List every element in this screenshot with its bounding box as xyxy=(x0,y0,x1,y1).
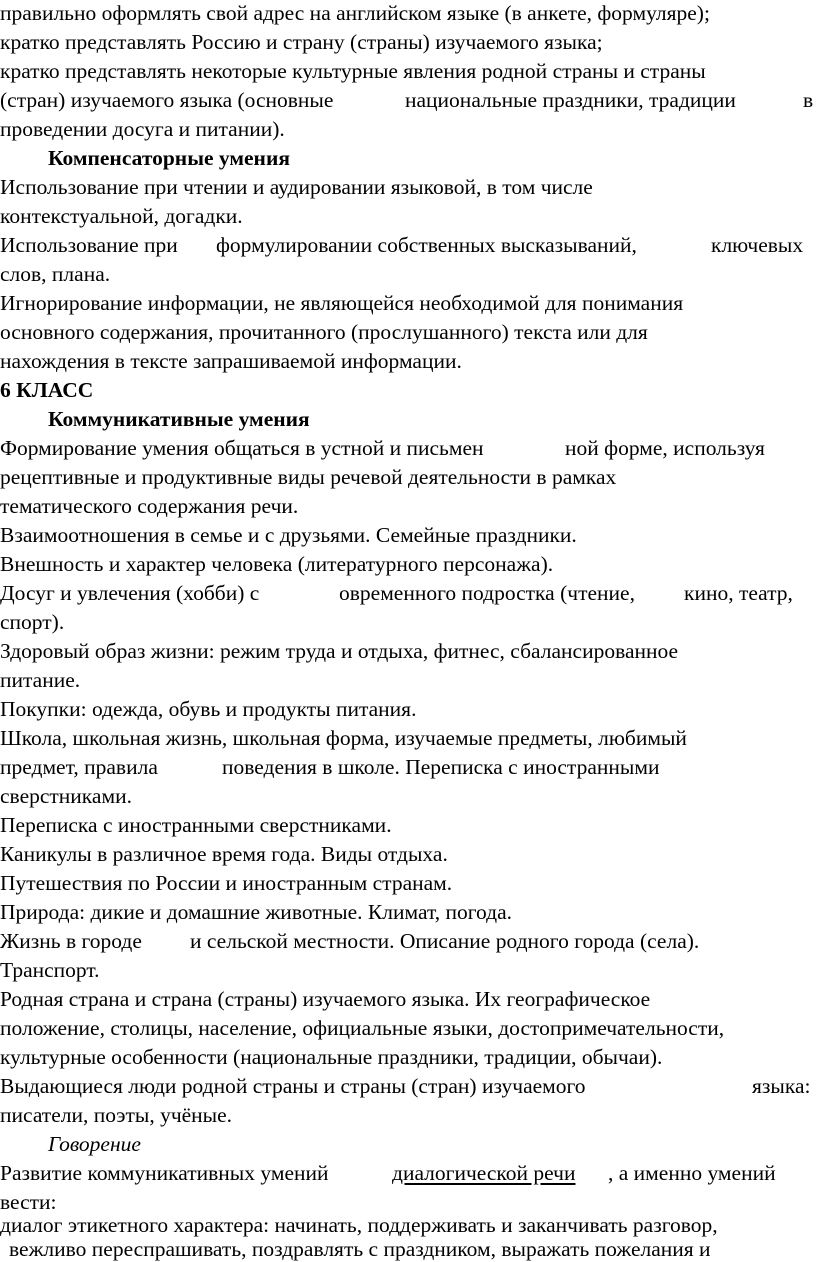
text-line: и сельской местности. Описание родного города (села). xyxy=(190,929,700,953)
text-line: ной форме, используя xyxy=(565,436,765,460)
text-line: Школа, школьная жизнь, школьная форма, изучаемые предметы, любимый xyxy=(0,726,687,750)
text-line: Покупки: одежда, обувь и продукты питания. xyxy=(0,697,417,721)
text-line: правильно оформлять свой адрес на английском языке (в анкете, формуляре); xyxy=(0,1,710,25)
text-line: (стран) изучаемого языка (основные xyxy=(0,88,334,112)
text-line: Жизнь в городе xyxy=(0,929,142,953)
text-line: спорт). xyxy=(0,610,65,634)
text-line: основного содержания, прочитанного (прослушанного) текста или для xyxy=(0,320,648,344)
text-line: писатели, поэты, учёные. xyxy=(0,1103,233,1127)
text-line: Транспорт. xyxy=(0,958,100,982)
text-line: формулировании собственных высказываний, xyxy=(216,233,637,257)
text-line: в xyxy=(803,88,814,112)
text-line: предмет, правила xyxy=(0,755,158,779)
text-line: Выдающиеся люди родной страны и страны (стран) изучаемого xyxy=(0,1074,586,1098)
text-line: языка: xyxy=(752,1074,811,1098)
text-line: питание. xyxy=(0,668,81,692)
text-line: национальные праздники, традиции xyxy=(405,88,736,112)
text-line: слов, плана. xyxy=(0,262,111,286)
text-line: рецептивные и продуктивные виды речевой деятельности в рамках xyxy=(0,465,617,489)
text-line: Переписка с иностранными сверстниками. xyxy=(0,813,392,837)
text-line: Здоровый образ жизни: режим труда и отдыха, фитнес, сбалансированное xyxy=(0,639,679,663)
text-line: Использование при xyxy=(0,233,178,257)
text-line: диалог этикетного характера: начинать, поддерживать и заканчивать разговор, xyxy=(0,1213,718,1237)
text-line: тематического содержания речи. xyxy=(0,494,299,518)
text-line: поведения в школе. Переписка с иностранными xyxy=(222,755,660,779)
section-heading: Говорение xyxy=(48,1132,141,1156)
text-line: Родная страна и страна (страны) изучаемого языка. Их географическое xyxy=(0,987,651,1011)
section-heading: Компенсаторные умения xyxy=(48,146,290,170)
text-line: Формирование умения общаться в устной и письмен xyxy=(0,436,484,460)
text-line: ключевых xyxy=(711,233,804,257)
text-line: Использование при чтении и аудировании языковой, в том числе xyxy=(0,175,593,199)
grade-heading: 6 КЛАСС xyxy=(0,378,94,402)
text-line: положение, столицы, население, официальные языки, достопримечательности, xyxy=(0,1016,725,1040)
text-line: вежливо переспрашивать, поздравлять с праздником, выражать пожелания и xyxy=(9,1237,711,1261)
text-line: Игнорирование информации, не являющейся необходимой для понимания xyxy=(0,291,684,315)
text-line: контекстуальной, догадки. xyxy=(0,204,243,228)
text-line: Путешествия по России и иностранным странам. xyxy=(0,871,453,895)
text-line: культурные особенности (национальные праздники, традиции, обычаи). xyxy=(0,1045,663,1069)
text-line: вести: xyxy=(0,1190,57,1214)
text-line: кратко представлять некоторые культурные явления родной страны и страны xyxy=(0,59,706,83)
text-line: Каникулы в различное время года. Виды отдыха. xyxy=(0,842,448,866)
underlined-phrase: диалогической речи xyxy=(392,1161,576,1185)
text-line: сверстниками. xyxy=(0,784,132,808)
text-line: Досуг и увлечения (хобби) с xyxy=(0,581,260,605)
text-line: проведении досуга и питании). xyxy=(0,117,285,141)
text-line: Развитие коммуникативных умений xyxy=(0,1161,329,1185)
text-line: овременного подростка (чтение, xyxy=(339,581,635,605)
text-line: Взаимоотношения в семье и с друзьями. Семейные праздники. xyxy=(0,523,577,547)
section-heading: Коммуникативные умения xyxy=(48,407,310,431)
text-line: Внешность и характер человека (литературного персонажа). xyxy=(0,552,554,576)
text-line: , а именно умений xyxy=(608,1161,776,1185)
text-line: Природа: дикие и домашние животные. Климат, погода. xyxy=(0,900,513,924)
text-line: нахождения в тексте запрашиваемой информации. xyxy=(0,349,462,373)
text-line: кратко представлять Россию и страну (страны) изучаемого языка; xyxy=(0,30,603,54)
text-line: кино, театр, xyxy=(684,581,793,605)
